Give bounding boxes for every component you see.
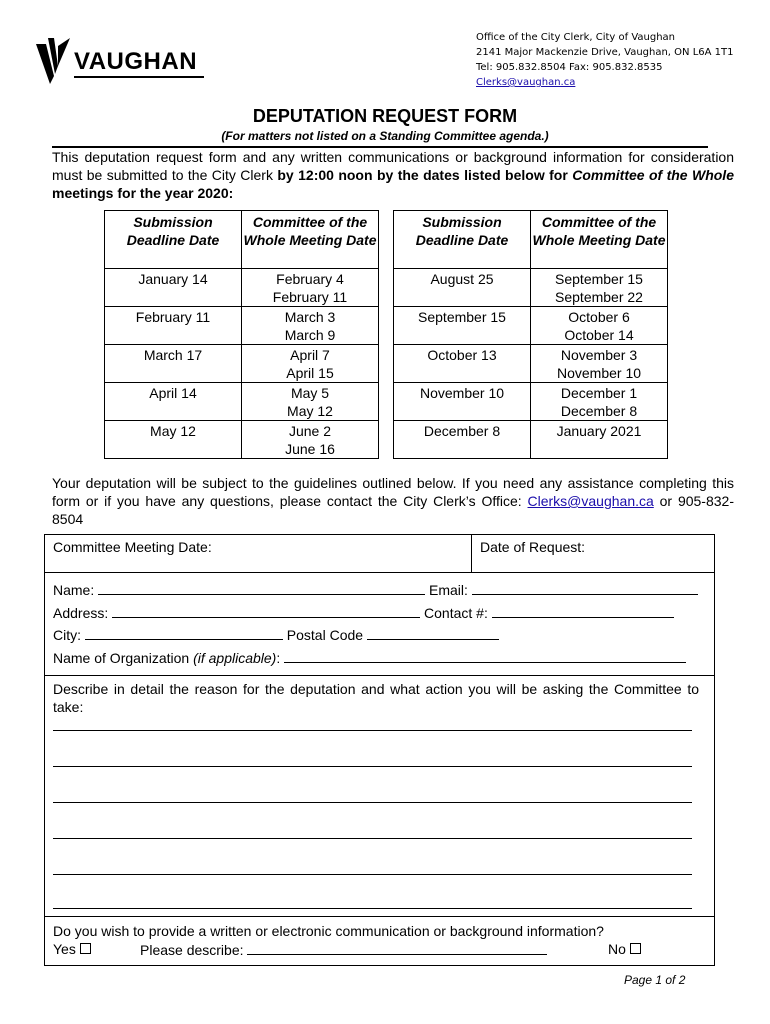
header-submission-deadline: Submission Deadline Date (105, 211, 242, 269)
date-divider (471, 535, 472, 572)
organization-colon: : (276, 650, 281, 666)
describe-line[interactable] (53, 730, 692, 731)
table-row (105, 421, 379, 459)
deadline-cell: November 10 (394, 383, 531, 421)
deadline-cell: January 14 (105, 269, 242, 307)
deadline-cell: April 14 (105, 383, 242, 421)
describe-line[interactable] (53, 838, 692, 839)
meeting-cell: January 2021 (531, 421, 668, 459)
no-checkbox[interactable] (630, 943, 641, 954)
intro-year-text: meetings for the year 2020: (52, 185, 234, 201)
vaughan-logo-mark-icon (36, 36, 76, 86)
header-committee-meeting: Committee of the Whole Meeting Date (531, 211, 668, 269)
written-communication-question: Do you wish to provide a written or electronic communication or background information? (53, 923, 604, 939)
guidelines-phone: or 905-832-8504 (52, 493, 734, 527)
please-describe-row (140, 941, 547, 958)
meeting-cell: November 3 November 10 (531, 345, 668, 383)
yes-option (53, 941, 91, 957)
address-label: Address: (53, 605, 109, 621)
table-row (105, 345, 379, 383)
name-label: Name: (53, 582, 95, 598)
intro-text: This deputation request form and any written communications or background information for consideration must be submitted to the City Clerk (52, 149, 734, 183)
page-number: Page 1 of 2 (624, 973, 686, 987)
intro-committee-name: Committee of the Whole (572, 167, 734, 183)
table-row (394, 307, 668, 345)
meeting-cell: April 7 April 15 (242, 345, 379, 383)
organization-field[interactable] (284, 649, 686, 663)
address-row (53, 604, 674, 621)
address-field[interactable] (112, 604, 420, 618)
contact-info-section (45, 572, 714, 675)
intro-paragraph (52, 148, 734, 202)
table-row (105, 383, 379, 421)
describe-label: Describe in detail the reason for the deputation and what action you will be asking the Committee to take: (53, 681, 699, 715)
describe-line[interactable] (53, 874, 692, 875)
meeting-cell: December 1 December 8 (531, 383, 668, 421)
written-communication-section (45, 916, 714, 966)
vaughan-logo (36, 36, 211, 86)
deadline-cell: December 8 (394, 421, 531, 459)
table-row (394, 269, 668, 307)
describe-line[interactable] (53, 908, 692, 909)
meeting-cell: February 4 February 11 (242, 269, 379, 307)
schedule-table-first-half (104, 210, 379, 459)
no-label: No (608, 941, 626, 957)
organization-hint: (if applicable) (193, 650, 277, 666)
deadline-cell: August 25 (394, 269, 531, 307)
organization-row (53, 649, 686, 666)
intro-deadline-text: by 12:00 noon by the dates listed below for (277, 167, 573, 183)
meeting-cell: June 2 June 16 (242, 421, 379, 459)
describe-section (45, 675, 714, 916)
email-field[interactable] (472, 581, 698, 595)
form-subtitle: (For matters not listed on a Standing Committee agenda.) (221, 129, 549, 143)
form-title: DEPUTATION REQUEST FORM (252, 106, 518, 126)
name-row (53, 581, 698, 598)
organization-label: Name of Organization (53, 650, 194, 666)
yes-label: Yes (53, 941, 76, 957)
name-field[interactable] (98, 581, 425, 595)
table-row (394, 345, 668, 383)
contact-email-link[interactable]: Clerks@vaughan.ca (476, 77, 576, 88)
table-row (105, 307, 379, 345)
deputation-form (44, 534, 715, 966)
table-row (394, 383, 668, 421)
date-of-request-label: Date of Request: (480, 539, 586, 555)
please-describe-label: Please describe: (140, 942, 244, 958)
logo-underline (74, 76, 204, 78)
header-submission-deadline: Submission Deadline Date (394, 211, 531, 269)
deadline-cell: September 15 (394, 307, 531, 345)
guidelines-text: Your deputation will be subject to the guidelines outlined below. If you need any assistance completing this form or if you have any questions, please contact the City Clerk’s Office: (52, 475, 734, 509)
city-row (53, 626, 499, 643)
committee-meeting-date-label: Committee Meeting Date: (53, 539, 212, 555)
meeting-cell: March 3 March 9 (242, 307, 379, 345)
postal-code-label: Postal Code (286, 627, 364, 643)
clerks-email-link[interactable]: Clerks@vaughan.ca (527, 493, 654, 509)
postal-code-field[interactable] (367, 626, 499, 640)
describe-line[interactable] (53, 802, 692, 803)
header-committee-meeting: Committee of the Whole Meeting Date (242, 211, 379, 269)
contact-number-field[interactable] (492, 604, 674, 618)
meeting-cell: October 6 October 14 (531, 307, 668, 345)
guidelines-paragraph (52, 474, 734, 528)
no-option (608, 941, 641, 957)
schedule-table-second-half (393, 210, 668, 459)
please-describe-field[interactable] (247, 941, 547, 955)
logo-wordmark: VAUGHAN (74, 48, 198, 75)
email-label: Email: (429, 582, 468, 598)
deadline-cell: February 11 (105, 307, 242, 345)
describe-line[interactable] (53, 766, 692, 767)
city-label: City: (53, 627, 81, 643)
table-row (105, 269, 379, 307)
city-field[interactable] (85, 626, 283, 640)
contact-number-label: Contact #: (424, 605, 488, 621)
deadline-cell: May 12 (105, 421, 242, 459)
clerk-contact-block (476, 30, 733, 90)
deadline-cell: March 17 (105, 345, 242, 383)
meeting-cell: May 5 May 12 (242, 383, 379, 421)
contact-office: Office of the City Clerk, City of Vaughan (476, 32, 676, 43)
deadline-cell: October 13 (394, 345, 531, 383)
yes-checkbox[interactable] (80, 943, 91, 954)
contact-phone-fax: Tel: 905.832.8504 Fax: 905.832.8535 (476, 62, 663, 73)
table-row (394, 421, 668, 459)
meeting-cell: September 15 September 22 (531, 269, 668, 307)
contact-address: 2141 Major Mackenzie Drive, Vaughan, ON L6A 1T1 (476, 47, 734, 58)
